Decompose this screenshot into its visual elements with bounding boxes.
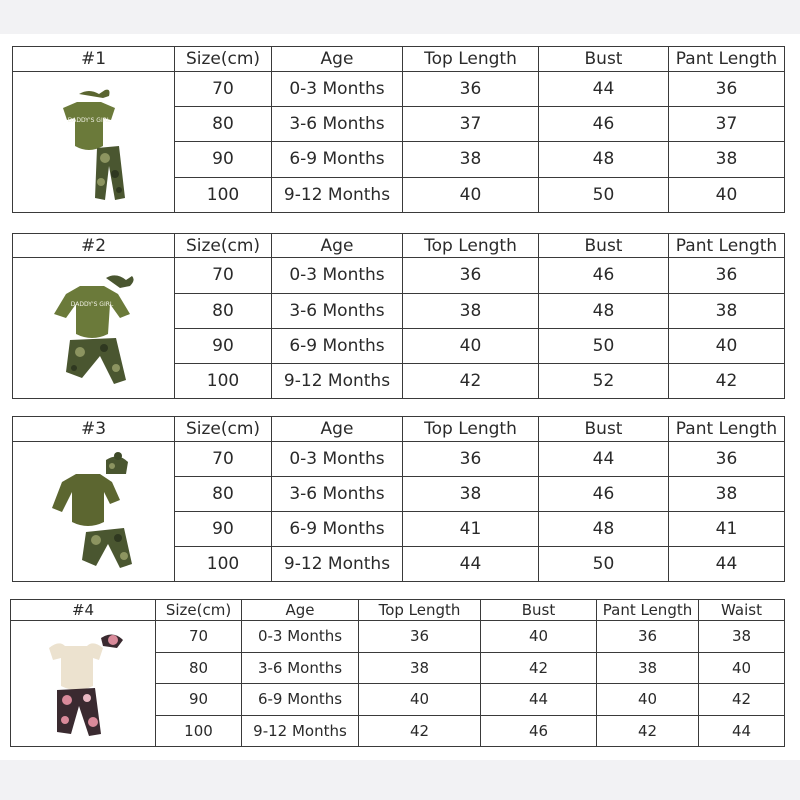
table-row	[13, 71, 785, 106]
size-cell: 70	[156, 621, 242, 652]
bust-cell: 48	[539, 293, 669, 328]
table-row	[13, 441, 785, 476]
size-table-4	[10, 599, 785, 747]
product-image	[13, 71, 175, 212]
pant-length-cell: 36	[669, 258, 785, 293]
col-header: Pant Length	[669, 417, 785, 442]
size-table-1	[12, 46, 785, 213]
pant-length-cell: 38	[669, 142, 785, 177]
bust-cell: 46	[539, 258, 669, 293]
pant-length-cell: 40	[669, 177, 785, 212]
size-cell: 70	[175, 441, 272, 476]
product-id: #3	[13, 417, 175, 442]
top-length-cell: 40	[403, 328, 539, 363]
outfit-4-image	[35, 628, 131, 740]
pant-length-cell: 38	[669, 293, 785, 328]
col-header: Top Length	[403, 417, 539, 442]
table-header-row	[11, 600, 785, 621]
pant-length-cell: 44	[669, 546, 785, 581]
waist-cell: 42	[699, 684, 785, 715]
bust-cell: 52	[539, 363, 669, 398]
age-cell: 9-12 Months	[242, 715, 359, 746]
table-header-row	[13, 234, 785, 258]
col-header: Size(cm)	[175, 234, 272, 258]
product-id: #4	[11, 600, 156, 621]
table-row	[13, 258, 785, 293]
age-cell: 0-3 Months	[272, 441, 403, 476]
outfit-3-image	[46, 452, 142, 570]
top-length-cell: 36	[359, 621, 481, 652]
bust-cell: 44	[539, 441, 669, 476]
size-cell: 100	[175, 546, 272, 581]
product-id: #1	[13, 47, 175, 72]
bust-cell: 46	[539, 106, 669, 141]
age-cell: 0-3 Months	[242, 621, 359, 652]
pant-length-cell: 37	[669, 106, 785, 141]
age-cell: 3-6 Months	[242, 652, 359, 683]
col-header: Pant Length	[597, 600, 699, 621]
col-header: Top Length	[403, 234, 539, 258]
pant-length-cell: 42	[597, 715, 699, 746]
outfit-1-image	[49, 82, 139, 202]
size-cell: 70	[175, 71, 272, 106]
top-length-cell: 38	[403, 476, 539, 511]
bust-cell: 48	[539, 142, 669, 177]
size-cell: 80	[156, 652, 242, 683]
pant-length-cell: 41	[669, 511, 785, 546]
top-length-cell: 44	[403, 546, 539, 581]
bust-cell: 46	[539, 476, 669, 511]
waist-cell: 38	[699, 621, 785, 652]
top-length-cell: 42	[403, 363, 539, 398]
col-header: Size(cm)	[156, 600, 242, 621]
bust-cell: 44	[539, 71, 669, 106]
col-header: Pant Length	[669, 234, 785, 258]
col-header: Size(cm)	[175, 417, 272, 442]
age-cell: 6-9 Months	[272, 511, 403, 546]
size-table-3	[12, 416, 785, 582]
age-cell: 3-6 Months	[272, 106, 403, 141]
size-table-2	[12, 233, 785, 399]
top-length-cell: 40	[359, 684, 481, 715]
pant-length-cell: 36	[669, 441, 785, 476]
bust-cell: 44	[481, 684, 597, 715]
size-cell: 80	[175, 476, 272, 511]
size-cell: 100	[156, 715, 242, 746]
table-header-row	[13, 417, 785, 442]
size-cell: 90	[175, 328, 272, 363]
age-cell: 6-9 Months	[272, 328, 403, 363]
col-header: Age	[272, 234, 403, 258]
age-cell: 6-9 Months	[242, 684, 359, 715]
top-length-cell: 37	[403, 106, 539, 141]
top-length-cell: 36	[403, 258, 539, 293]
pant-length-cell: 40	[669, 328, 785, 363]
age-cell: 3-6 Months	[272, 476, 403, 511]
col-header: Bust	[481, 600, 597, 621]
bust-cell: 50	[539, 546, 669, 581]
age-cell: 9-12 Months	[272, 177, 403, 212]
product-id: #2	[13, 234, 175, 258]
bust-cell: 42	[481, 652, 597, 683]
col-header: Bust	[539, 417, 669, 442]
product-image	[11, 621, 156, 747]
top-length-cell: 38	[403, 293, 539, 328]
age-cell: 3-6 Months	[272, 293, 403, 328]
age-cell: 0-3 Months	[272, 71, 403, 106]
size-cell: 90	[175, 511, 272, 546]
pant-length-cell: 38	[669, 476, 785, 511]
pant-length-cell: 38	[597, 652, 699, 683]
bust-cell: 50	[539, 177, 669, 212]
pant-length-cell: 36	[597, 621, 699, 652]
bust-cell: 50	[539, 328, 669, 363]
table-header-row	[13, 47, 785, 72]
size-cell: 100	[175, 363, 272, 398]
col-header: Waist	[699, 600, 785, 621]
size-cell: 90	[175, 142, 272, 177]
top-length-cell: 38	[403, 142, 539, 177]
product-image	[13, 441, 175, 581]
bust-cell: 46	[481, 715, 597, 746]
waist-cell: 44	[699, 715, 785, 746]
size-cell: 80	[175, 293, 272, 328]
size-cell: 70	[175, 258, 272, 293]
table-row	[11, 621, 785, 652]
pant-length-cell: 42	[669, 363, 785, 398]
pant-length-cell: 40	[597, 684, 699, 715]
col-header: Age	[272, 417, 403, 442]
bust-cell: 48	[539, 511, 669, 546]
top-length-cell: 41	[403, 511, 539, 546]
top-length-cell: 36	[403, 441, 539, 476]
top-length-cell: 40	[403, 177, 539, 212]
col-header: Size(cm)	[175, 47, 272, 72]
age-cell: 6-9 Months	[272, 142, 403, 177]
outfit-2-image	[46, 268, 142, 388]
top-print-text: DADDY'S GIRL	[70, 301, 113, 309]
waist-cell: 40	[699, 652, 785, 683]
product-image	[13, 258, 175, 399]
top-length-cell: 36	[403, 71, 539, 106]
age-cell: 0-3 Months	[272, 258, 403, 293]
col-header: Top Length	[359, 600, 481, 621]
age-cell: 9-12 Months	[272, 363, 403, 398]
col-header: Top Length	[403, 47, 539, 72]
age-cell: 9-12 Months	[272, 546, 403, 581]
col-header: Age	[272, 47, 403, 72]
size-cell: 100	[175, 177, 272, 212]
top-print-text: DADDY'S GIRL	[67, 116, 110, 124]
bust-cell: 40	[481, 621, 597, 652]
col-header: Age	[242, 600, 359, 621]
pant-length-cell: 36	[669, 71, 785, 106]
col-header: Pant Length	[669, 47, 785, 72]
size-cell: 90	[156, 684, 242, 715]
size-cell: 80	[175, 106, 272, 141]
col-header: Bust	[539, 47, 669, 72]
top-length-cell: 38	[359, 652, 481, 683]
top-length-cell: 42	[359, 715, 481, 746]
col-header: Bust	[539, 234, 669, 258]
